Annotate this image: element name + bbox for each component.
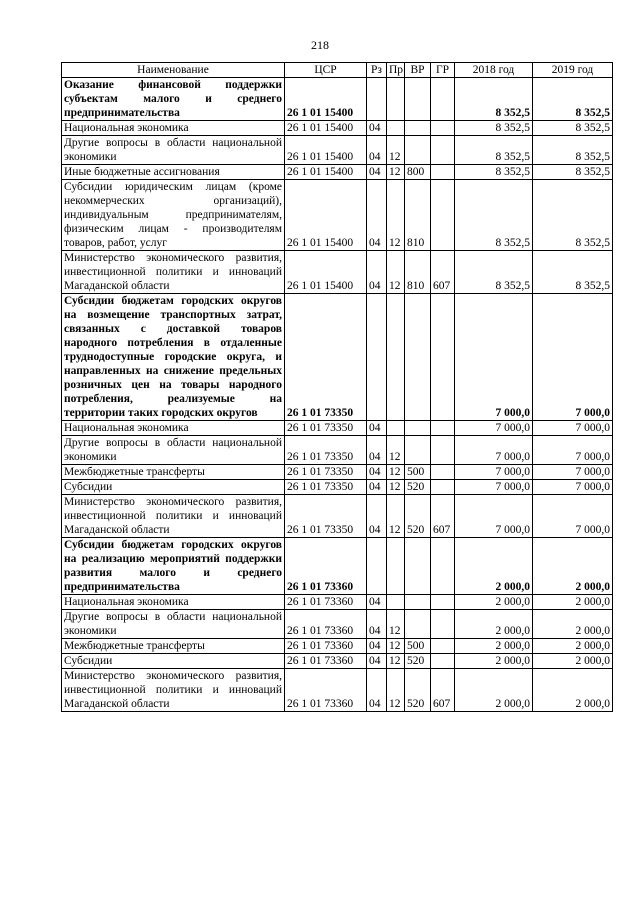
- col-header-2019: 2019 год: [533, 63, 613, 78]
- cell-csr: 26 1 01 73360: [285, 654, 367, 669]
- cell-vr: 520: [405, 495, 431, 538]
- cell-vr: [405, 595, 431, 610]
- cell-2019: 7 000,0: [533, 436, 613, 465]
- cell-rz: [367, 538, 387, 595]
- cell-rz: 04: [367, 669, 387, 712]
- cell-rz: 04: [367, 251, 387, 294]
- cell-gr: [431, 595, 455, 610]
- cell-2018: 8 352,5: [455, 180, 533, 251]
- cell-2019: 2 000,0: [533, 538, 613, 595]
- cell-name: Субсидии бюджетам городских округов на реализацию мероприятий поддержки развития малого и среднего предпринимательства: [62, 538, 285, 595]
- cell-rz: 04: [367, 654, 387, 669]
- cell-vr: 810: [405, 180, 431, 251]
- cell-rz: 04: [367, 421, 387, 436]
- table-row: [62, 294, 613, 421]
- cell-rz: 04: [367, 436, 387, 465]
- table-header-row: [62, 63, 613, 78]
- cell-csr: 26 1 01 73360: [285, 639, 367, 654]
- cell-gr: [431, 421, 455, 436]
- cell-rz: 04: [367, 165, 387, 180]
- cell-2019: 8 352,5: [533, 251, 613, 294]
- cell-name: Другие вопросы в области национальной экономики: [62, 610, 285, 639]
- cell-pr: 12: [387, 495, 405, 538]
- cell-csr: 26 1 01 73350: [285, 294, 367, 421]
- cell-2019: 2 000,0: [533, 639, 613, 654]
- cell-2019: 2 000,0: [533, 654, 613, 669]
- table-row: [62, 538, 613, 595]
- cell-vr: 500: [405, 465, 431, 480]
- cell-csr: 26 1 01 73360: [285, 538, 367, 595]
- cell-2018: 7 000,0: [455, 480, 533, 495]
- cell-pr: 12: [387, 251, 405, 294]
- cell-rz: 04: [367, 465, 387, 480]
- cell-rz: [367, 294, 387, 421]
- cell-vr: [405, 436, 431, 465]
- cell-rz: 04: [367, 180, 387, 251]
- table-row: [62, 465, 613, 480]
- cell-name: Иные бюджетные ассигнования: [62, 165, 285, 180]
- cell-rz: 04: [367, 480, 387, 495]
- cell-gr: [431, 480, 455, 495]
- cell-csr: 26 1 01 15400: [285, 121, 367, 136]
- cell-csr: 26 1 01 15400: [285, 165, 367, 180]
- cell-csr: 26 1 01 15400: [285, 78, 367, 121]
- cell-name: Министерство экономического развития, инвестиционной политики и инноваций Магаданской области: [62, 495, 285, 538]
- cell-name: Субсидии: [62, 480, 285, 495]
- cell-name: Другие вопросы в области национальной экономики: [62, 436, 285, 465]
- cell-csr: 26 1 01 73350: [285, 495, 367, 538]
- cell-pr: [387, 595, 405, 610]
- table-row: [62, 639, 613, 654]
- cell-gr: [431, 294, 455, 421]
- cell-vr: 500: [405, 639, 431, 654]
- col-header-2018: 2018 год: [455, 63, 533, 78]
- cell-name: Другие вопросы в области национальной экономики: [62, 136, 285, 165]
- cell-name: Оказание финансовой поддержки субъектам малого и среднего предпринимательства: [62, 78, 285, 121]
- cell-name: Министерство экономического развития, инвестиционной политики и инноваций Магаданской области: [62, 251, 285, 294]
- cell-name: Межбюджетные трансферты: [62, 639, 285, 654]
- cell-gr: 607: [431, 669, 455, 712]
- cell-pr: 12: [387, 669, 405, 712]
- table-row: [62, 495, 613, 538]
- cell-vr: [405, 421, 431, 436]
- cell-gr: [431, 654, 455, 669]
- table-row: [62, 436, 613, 465]
- cell-2018: 8 352,5: [455, 121, 533, 136]
- cell-gr: [431, 136, 455, 165]
- cell-vr: 520: [405, 669, 431, 712]
- cell-csr: 26 1 01 73350: [285, 465, 367, 480]
- cell-name: Национальная экономика: [62, 121, 285, 136]
- cell-name: Министерство экономического развития, инвестиционной политики и инноваций Магаданской области: [62, 669, 285, 712]
- cell-csr: 26 1 01 73360: [285, 669, 367, 712]
- table-row: [62, 180, 613, 251]
- table-row: [62, 480, 613, 495]
- cell-pr: [387, 121, 405, 136]
- table-row: [62, 669, 613, 712]
- col-header-vr: ВР: [405, 63, 431, 78]
- cell-pr: 12: [387, 639, 405, 654]
- cell-gr: [431, 538, 455, 595]
- cell-pr: 12: [387, 654, 405, 669]
- cell-gr: [431, 436, 455, 465]
- cell-csr: 26 1 01 73350: [285, 421, 367, 436]
- cell-pr: [387, 538, 405, 595]
- cell-2019: 8 352,5: [533, 136, 613, 165]
- cell-vr: 520: [405, 654, 431, 669]
- cell-gr: [431, 78, 455, 121]
- cell-2018: 2 000,0: [455, 538, 533, 595]
- cell-2018: 8 352,5: [455, 251, 533, 294]
- cell-name: Межбюджетные трансферты: [62, 465, 285, 480]
- cell-2019: 7 000,0: [533, 480, 613, 495]
- cell-pr: [387, 78, 405, 121]
- cell-2019: 7 000,0: [533, 294, 613, 421]
- cell-2019: 2 000,0: [533, 595, 613, 610]
- cell-vr: [405, 136, 431, 165]
- cell-2018: 2 000,0: [455, 654, 533, 669]
- cell-gr: [431, 121, 455, 136]
- cell-name: Субсидии юридическим лицам (кроме некоммерческих организаций), индивидуальным предпринимателям, физическим лицам - производителям товаров, работ, услуг: [62, 180, 285, 251]
- cell-gr: [431, 465, 455, 480]
- cell-gr: [431, 639, 455, 654]
- cell-gr: [431, 165, 455, 180]
- table-row: [62, 610, 613, 639]
- table-row: [62, 78, 613, 121]
- cell-name: Субсидии: [62, 654, 285, 669]
- cell-vr: [405, 78, 431, 121]
- cell-pr: [387, 421, 405, 436]
- cell-csr: 26 1 01 15400: [285, 180, 367, 251]
- table-body: [62, 78, 613, 712]
- page-number: 218: [311, 38, 329, 52]
- cell-rz: 04: [367, 121, 387, 136]
- cell-csr: 26 1 01 15400: [285, 251, 367, 294]
- cell-vr: [405, 121, 431, 136]
- cell-csr: 26 1 01 15400: [285, 136, 367, 165]
- cell-gr: [431, 180, 455, 251]
- cell-rz: 04: [367, 495, 387, 538]
- cell-2019: 8 352,5: [533, 180, 613, 251]
- cell-csr: 26 1 01 73350: [285, 480, 367, 495]
- cell-csr: 26 1 01 73350: [285, 436, 367, 465]
- cell-rz: [367, 78, 387, 121]
- cell-pr: 12: [387, 165, 405, 180]
- cell-2018: 7 000,0: [455, 294, 533, 421]
- cell-csr: 26 1 01 73360: [285, 610, 367, 639]
- cell-2019: 2 000,0: [533, 669, 613, 712]
- cell-2018: 7 000,0: [455, 421, 533, 436]
- cell-csr: 26 1 01 73360: [285, 595, 367, 610]
- table-row: [62, 595, 613, 610]
- cell-2018: 2 000,0: [455, 669, 533, 712]
- cell-2018: 7 000,0: [455, 465, 533, 480]
- cell-2018: 8 352,5: [455, 78, 533, 121]
- cell-rz: 04: [367, 136, 387, 165]
- cell-gr: 607: [431, 495, 455, 538]
- cell-pr: 12: [387, 436, 405, 465]
- cell-2019: 8 352,5: [533, 121, 613, 136]
- cell-vr: 810: [405, 251, 431, 294]
- cell-2018: 2 000,0: [455, 595, 533, 610]
- table-row: [62, 165, 613, 180]
- col-header-gr: ГР: [431, 63, 455, 78]
- cell-name: Национальная экономика: [62, 595, 285, 610]
- table-row: [62, 121, 613, 136]
- col-header-pr: Пр: [387, 63, 405, 78]
- cell-2018: 7 000,0: [455, 495, 533, 538]
- cell-pr: [387, 294, 405, 421]
- cell-gr: 607: [431, 251, 455, 294]
- cell-vr: [405, 538, 431, 595]
- cell-vr: 520: [405, 480, 431, 495]
- cell-2019: 2 000,0: [533, 610, 613, 639]
- cell-2018: 2 000,0: [455, 639, 533, 654]
- cell-pr: 12: [387, 136, 405, 165]
- cell-vr: [405, 294, 431, 421]
- cell-rz: 04: [367, 639, 387, 654]
- cell-pr: 12: [387, 610, 405, 639]
- budget-table: [61, 62, 613, 712]
- table-row: [62, 136, 613, 165]
- col-header-csr: ЦСР: [285, 63, 367, 78]
- col-header-rz: Рз: [367, 63, 387, 78]
- cell-vr: 800: [405, 165, 431, 180]
- cell-pr: 12: [387, 465, 405, 480]
- cell-rz: 04: [367, 610, 387, 639]
- cell-2019: 7 000,0: [533, 421, 613, 436]
- cell-name: Национальная экономика: [62, 421, 285, 436]
- cell-2018: 2 000,0: [455, 610, 533, 639]
- cell-2018: 8 352,5: [455, 165, 533, 180]
- cell-gr: [431, 610, 455, 639]
- cell-vr: [405, 610, 431, 639]
- cell-2019: 8 352,5: [533, 78, 613, 121]
- cell-pr: 12: [387, 180, 405, 251]
- table-row: [62, 654, 613, 669]
- cell-2018: 7 000,0: [455, 436, 533, 465]
- cell-2019: 7 000,0: [533, 495, 613, 538]
- cell-2019: 7 000,0: [533, 465, 613, 480]
- cell-pr: 12: [387, 480, 405, 495]
- cell-2018: 8 352,5: [455, 136, 533, 165]
- table-row: [62, 251, 613, 294]
- table-row: [62, 421, 613, 436]
- cell-name: Субсидии бюджетам городских округов на возмещение транспортных затрат, связанных с доставкой товаров народного потребления в отдаленные труднодоступные городские округа, и направленных на снижение предельных розничных цен на товары народного потребления, реализуемые на территории таких городских округов: [62, 294, 285, 421]
- cell-2019: 8 352,5: [533, 165, 613, 180]
- cell-rz: 04: [367, 595, 387, 610]
- col-header-name: Наименование: [62, 63, 285, 78]
